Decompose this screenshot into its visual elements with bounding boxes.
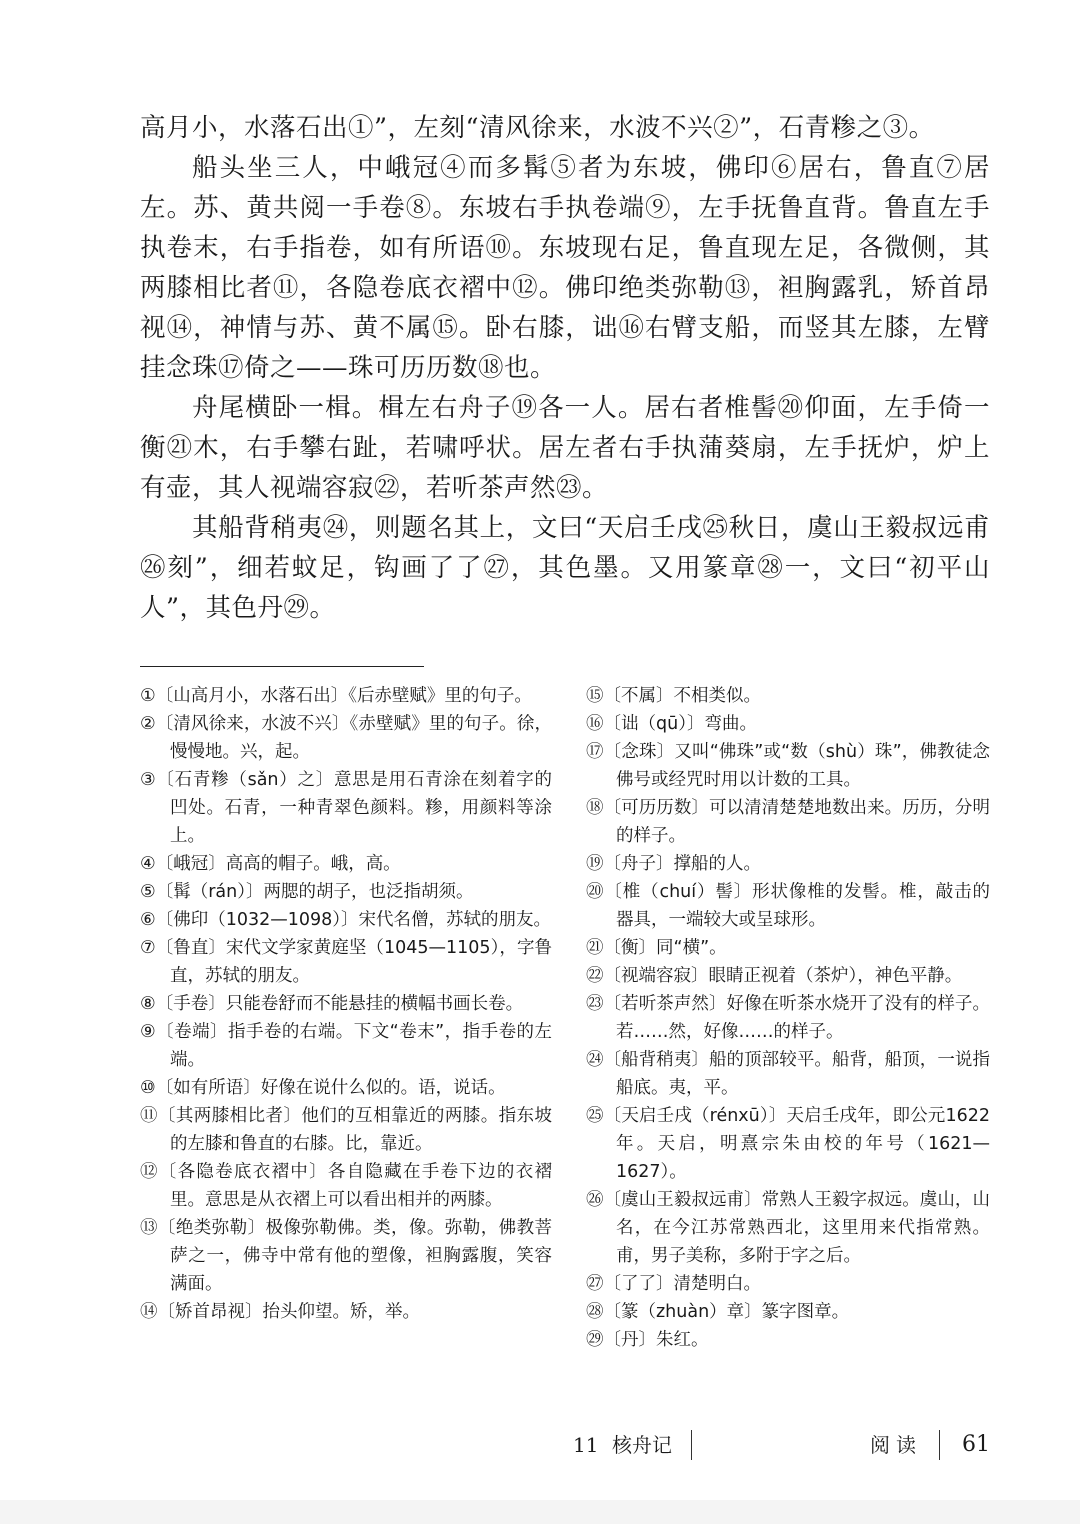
footnote-25: ㉕〔天启壬戌（rénxū）〕天启壬戌年，即公元1622年。天启，明熹宗朱由校的年号（1621—1627）。: [586, 1106, 990, 1182]
footnotes-right-column: [586, 682, 990, 1354]
footnote-11: ⑪〔其两膝相比者〕他们的互相靠近的两膝。指东坡的左膝和鲁直的右膝。比，靠近。: [140, 1106, 552, 1154]
footnote-separator: [140, 666, 424, 667]
footnote-21: ㉑〔衡〕同“横”。: [586, 938, 727, 958]
footnote-5: ⑤〔髯（rán）〕两腮的胡子，也泛指胡须。: [140, 882, 474, 902]
paragraph-1: 高月小，水落石出①”，左刻“清风徐来，水波不兴②”，石青糁之③。: [140, 113, 935, 143]
footnote-18: ⑱〔可历历数〕可以清清楚楚地数出来。历历，分明的样子。: [586, 798, 990, 846]
footnote-16: ⑯〔诎（qū）〕弯曲。: [586, 714, 757, 734]
footnote-12: ⑫〔各隐卷底衣褶中〕各自隐藏在手卷下边的衣褶里。意思是从衣褶上可以看出相并的两膝。: [140, 1162, 552, 1210]
footnote-28: ㉘〔篆（zhuàn）章〕篆字图章。: [586, 1302, 850, 1322]
footnote-3: ③〔石青糁（sǎn）之〕意思是用石青涂在刻着字的凹处。石青，一种青翠色颜料。糁，用颜料等涂上。: [140, 770, 552, 846]
paragraph-4: 其船背稍夷㉔，则题名其上，文曰“天启壬戌㉕秋日，虞山王毅叔远甫㉖刻”，细若蚊足，钩画了了㉗，其色墨。又用篆章㉘一，文曰“初平山人”，其色丹㉙。: [140, 513, 990, 623]
footnote-8: ⑧〔手卷〕只能卷舒而不能悬挂的横幅书画长卷。: [140, 994, 524, 1014]
footnote-6: ⑥〔佛印（1032—1098）〕宋代名僧，苏轼的朋友。: [140, 910, 552, 930]
footnote-20: ⑳〔椎（chuí）髻〕形状像椎的发髻。椎，敲击的器具，一端较大或呈球形。: [586, 882, 990, 930]
footnote-14: ⑭〔矫首昂视〕抬头仰望。矫，举。: [140, 1302, 420, 1322]
footnote-24: ㉔〔船背稍夷〕船的顶部较平。船背，船顶，一说指船底。夷，平。: [586, 1050, 990, 1098]
page-footer: [0, 1428, 1080, 1468]
footnote-27: ㉗〔了了〕清楚明白。: [586, 1274, 761, 1294]
footnote-9: ⑨〔卷端〕指手卷的右端。下文“卷末”，指手卷的左端。: [140, 1022, 552, 1070]
footnote-10: ⑩〔如有所语〕好像在说什么似的。语，说话。: [140, 1078, 506, 1098]
footnote-23: ㉓〔若听茶声然〕好像在听茶水烧开了没有的样子。若……然，好像……的样子。: [586, 994, 990, 1042]
footnotes-left-column: [140, 682, 552, 1326]
footnote-2: ②〔清风徐来，水波不兴〕《赤壁赋》里的句子。徐，慢慢地。兴，起。: [140, 714, 552, 762]
footnote-15: ⑮〔不属〕不相类似。: [586, 686, 761, 706]
chapter-number: 11: [573, 1433, 599, 1457]
footnote-22: ㉒〔视端容寂〕眼睛正视着（茶炉），神色平静。: [586, 966, 963, 986]
paragraph-2: 船头坐三人，中峨冠④而多髯⑤者为东坡，佛印⑥居右，鲁直⑦居左。苏、黄共阅一手卷⑧。东坡右手执卷端⑨，左手抚鲁直背。鲁直左手执卷末，右手指卷，如有所语⑩。东坡现右足，鲁直现左足，各微侧，其两膝相比者⑪，各隐卷底衣褶中⑫。佛印绝类弥勒⑬，袒胸露乳，矫首昂视⑭，神情与苏、黄不属⑮。卧右膝，诎⑯右臂支船，而竖其左膝，左臂挂念珠⑰倚之——珠可历历数⑱也。: [140, 153, 990, 383]
paragraph-3: 舟尾横卧一楫。楫左右舟子⑲各一人。居右者椎髻⑳仰面，左手倚一衡㉑木，右手攀右趾，若啸呼状。居左者右手执蒲葵扇，左手抚炉，炉上有壶，其人视端容寂㉒，若听茶声然㉓。: [140, 393, 990, 503]
section-label: 阅读: [870, 1433, 922, 1457]
main-text: [140, 108, 990, 628]
footnote-26: ㉖〔虞山王毅叔远甫〕常熟人王毅字叔远。虞山，山名，在今江苏常熟西北，这里用来代指常熟。甫，男子美称，多附于字之后。: [586, 1190, 990, 1266]
footnote-29: ㉙〔丹〕朱红。: [586, 1330, 709, 1350]
footer-divider: [691, 1430, 692, 1460]
footnote-7: ⑦〔鲁直〕宋代文学家黄庭坚（1045—1105），字鲁直，苏轼的朋友。: [140, 938, 552, 986]
footnote-17: ⑰〔念珠〕又叫“佛珠”或“数（shù）珠”，佛教徒念佛号或经咒时用以计数的工具。: [586, 742, 990, 790]
footnote-19: ⑲〔舟子〕撑船的人。: [586, 854, 761, 874]
footnote-4: ④〔峨冠〕高高的帽子。峨，高。: [140, 854, 401, 874]
footnote-1: ①〔山高月小，水落石出〕《后赤壁赋》里的句子。: [140, 686, 532, 706]
chapter-title: 核舟记: [612, 1433, 672, 1457]
page-number: 61: [962, 1432, 990, 1457]
page-bottom-edge: [0, 1500, 1080, 1524]
footnote-13: ⑬〔绝类弥勒〕极像弥勒佛。类，像。弥勒，佛教菩萨之一，佛寺中常有他的塑像，袒胸露腹，笑容满面。: [140, 1218, 552, 1294]
footer-divider: [939, 1430, 940, 1460]
